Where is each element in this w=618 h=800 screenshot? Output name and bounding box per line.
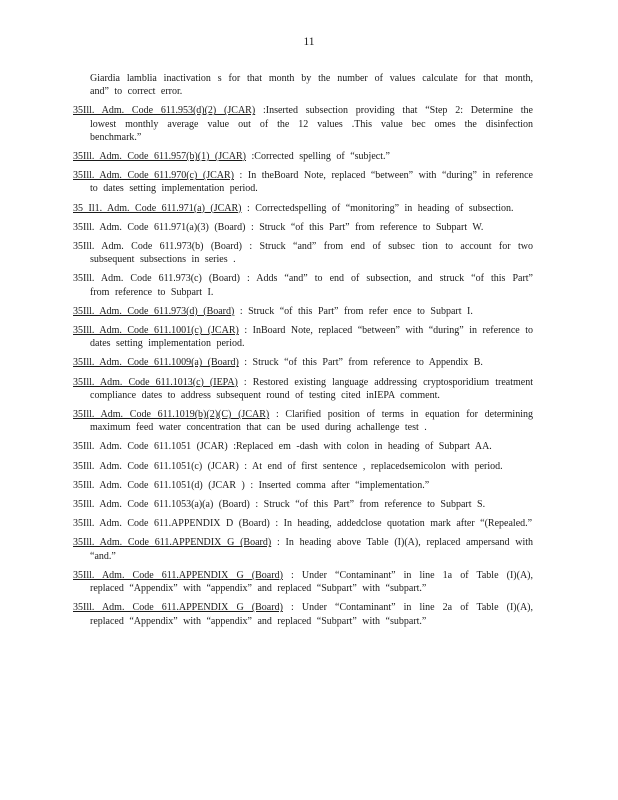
amendment-entry — [73, 440, 533, 453]
entry-citation: 35Ill. Adm. Code 611.1001(c) (JCAR) — [73, 325, 239, 337]
entry-description: : Struck “and” from end of subsec tion to account for two subsequent subsections in series . — [90, 241, 533, 266]
entry-citation: 35Ill. Adm. Code 611.973(b) (Board) — [73, 241, 242, 253]
entry-citation: 35 Il1. Adm. Code 611.971(a) (JCAR) — [73, 202, 242, 214]
amendment-entry — [73, 408, 533, 434]
entry-description: : In heading above Table (I)(A), replaced ampersand with “and.” — [90, 537, 533, 562]
amendment-entry — [73, 479, 533, 492]
continuation-paragraph: Giardia lamblia inactivation s for that month by the number of values calculate for that month, and” to correct error. — [90, 73, 533, 98]
entry-description: : In theBoard Note, replaced “between” with “during” in reference to dates setting implementation period. — [90, 170, 533, 195]
amendment-entry — [73, 272, 533, 298]
entry-citation: 35Ill. Adm. Code 611.971(a)(3) (Board) — [73, 221, 246, 233]
entry-description: : Struck “of this Part” from reference to Subpart S. — [249, 499, 486, 511]
entry-description: : Restored existing language addressing cryptosporidium treatment compliance dates to address subsequent round of testing cited inIEPA comment. — [90, 376, 533, 401]
amendment-entry — [73, 150, 533, 163]
entry-citation: 35Ill. Adm. Code 611.APPENDIX G (Board) — [73, 602, 283, 614]
entry-citation: 35Ill. Adm. Code 611.957(b)(1) (JCAR) — [73, 151, 247, 163]
amendment-entry — [73, 104, 533, 144]
entry-description: :Replaced em -dash with colon in heading of Subpart AA. — [227, 441, 492, 453]
entry-description: :Inserted subsection providing that “Step 2: Determine the lowest monthly average value out of the 12 values .This value bec omes the disinfection benchmark.” — [90, 105, 533, 143]
entry-description: : Adds “and” to end of subsection, and struck “of this Part” from reference to Subpart I. — [90, 273, 533, 298]
entry-citation: 35Ill. Adm. Code 611.1009(a) (Board) — [73, 357, 239, 369]
amendment-entry — [73, 517, 533, 530]
amendment-entry — [73, 240, 533, 266]
page-number: 11 — [303, 36, 315, 48]
amendment-entry — [73, 460, 533, 473]
entry-citation: 35Ill. Adm. Code 611.1019(b)(2)(C) (JCAR) — [73, 409, 270, 421]
entry-citation: 35Ill. Adm. Code 611.APPENDIX D (Board) — [73, 518, 270, 530]
entry-citation: 35Ill. Adm. Code 611.1051(c) (JCAR) — [73, 460, 239, 472]
entry-description: :Corrected spelling of “subject.” — [246, 151, 390, 163]
amendment-entry — [73, 601, 533, 627]
entry-citation: 35Ill. Adm. Code 611.1053(a)(a) (Board) — [73, 499, 250, 511]
entry-description: : Clarified position of terms in equation for determining maximum feed water concentration that can be used during achallenge test . — [90, 409, 533, 434]
amendment-entry — [73, 202, 533, 215]
amendment-entry — [73, 569, 533, 595]
entry-description: : Inserted comma after “implementation.” — [244, 479, 430, 491]
amendment-entry — [73, 305, 533, 318]
entry-citation: 35Ill. Adm. Code 611.APPENDIX G (Board) — [73, 537, 272, 549]
entry-citation: 35Ill. Adm. Code 611.1051 (JCAR) — [73, 441, 228, 453]
entry-description: : Under “Contaminant” in line 1a of Table (I)(A), replaced “Appendix” with “appendix” and replaced “Subpart” with “subpart.” — [90, 569, 534, 595]
entry-description: : Struck “of this Part” from refer ence to Subpart I. — [234, 305, 473, 317]
entry-description: : At end of first sentence , replacedsemicolon with period. — [238, 460, 503, 472]
entry-citation: 35Ill. Adm. Code 611.1013(c) (IEPA) — [73, 376, 238, 388]
entry-citation: 35Ill. Adm. Code 611.953(d)(2) (JCAR) — [73, 105, 256, 117]
entry-citation: 35Ill. Adm. Code 611.973(d) (Board) — [73, 305, 235, 317]
entry-description: : Struck “of this Part” from reference to Appendix B. — [238, 357, 483, 369]
amendment-entry — [73, 498, 533, 511]
amendment-entry — [73, 324, 533, 350]
amendment-entry — [73, 169, 533, 195]
entry-citation: 35Ill. Adm. Code 611.1051(d) (JCAR ) — [73, 479, 245, 491]
entry-description: : Correctedspelling of “monitoring” in heading of subsection. — [241, 202, 514, 214]
amendment-entry — [73, 221, 533, 234]
entry-description: : In heading, addedclose quotation mark after “(Repealed.” — [269, 518, 533, 530]
entry-description: : InBoard Note, replaced “between” with “during” in reference to dates setting implementation period. — [90, 325, 533, 350]
entry-description: : Under “Contaminant” in line 2a of Table (I)(A), replaced “Appendix” with “appendix” and replaced “Subpart” with “subpart.” — [90, 602, 534, 627]
entry-citation: 35Ill. Adm. Code 611.973(c) (Board) — [73, 273, 240, 285]
entry-citation: 35Ill. Adm. Code 611.970(c) (JCAR) — [73, 170, 234, 182]
document-body — [73, 72, 533, 634]
amendment-list — [73, 104, 533, 627]
entry-description: : Struck “of this Part” from reference to Subpart W. — [245, 221, 484, 233]
entry-citation: 35Ill. Adm. Code 611.APPENDIX G (Board) — [73, 569, 283, 581]
amendment-entry — [73, 356, 533, 369]
amendment-entry — [73, 376, 533, 402]
amendment-entry — [73, 536, 533, 562]
